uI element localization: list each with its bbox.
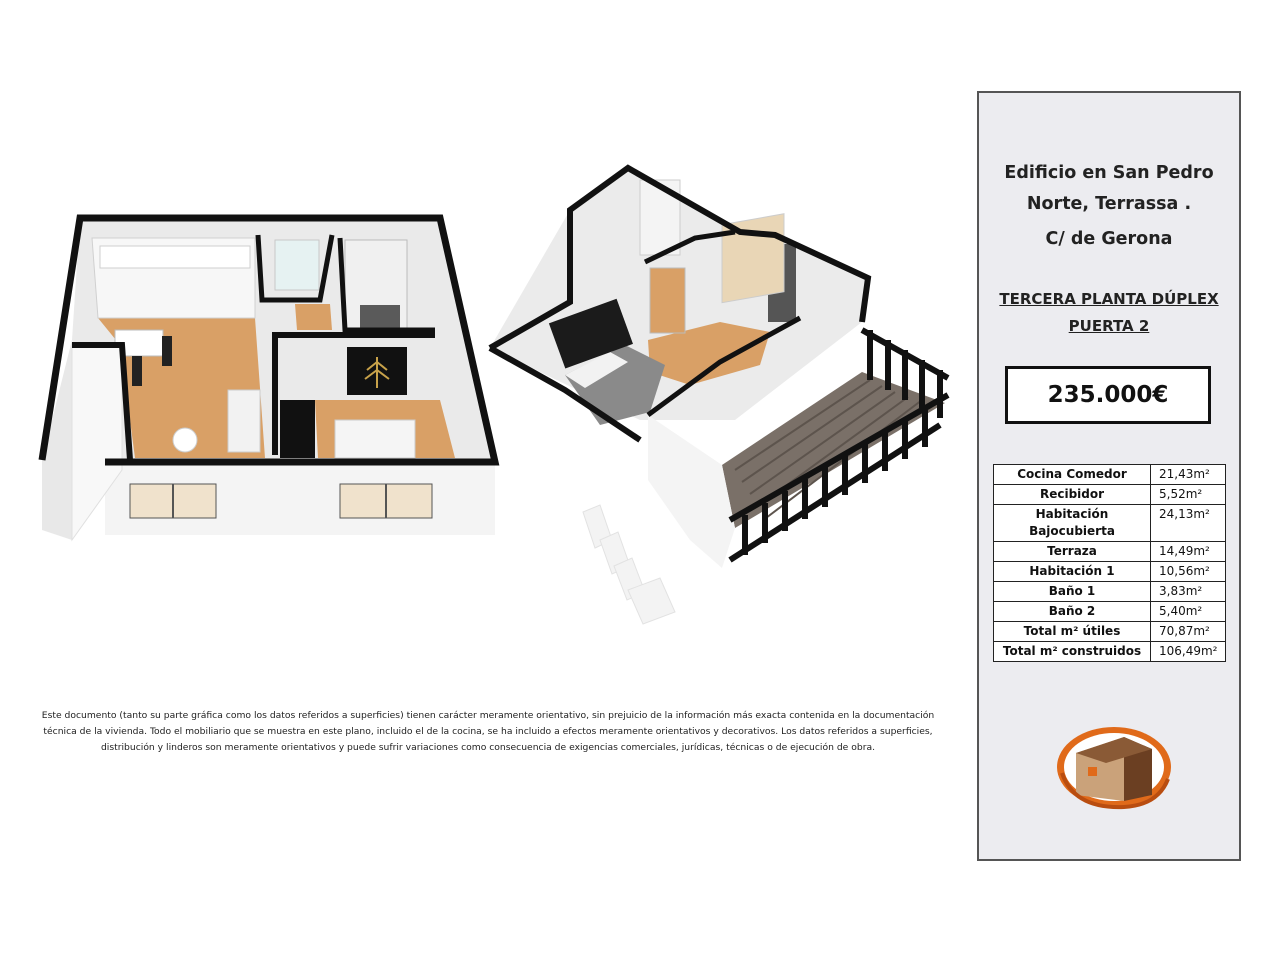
areas-table [993, 464, 1226, 662]
area-value: 106,49m² [1151, 642, 1226, 662]
area-value: 21,43m² [1151, 465, 1226, 485]
area-value: 70,87m² [1151, 622, 1226, 642]
terrace-front-wall [648, 415, 735, 568]
table-row [994, 582, 1226, 602]
area-label: Baño 1 [994, 582, 1151, 602]
window-top [275, 240, 319, 290]
stairs-upper [583, 505, 675, 624]
house-logo-icon [1054, 723, 1174, 811]
table-row [994, 622, 1226, 642]
area-label: Total m² construidos [994, 642, 1151, 662]
area-value: 14,49m² [1151, 542, 1226, 562]
lower-floor-plan [42, 218, 495, 540]
door-subtitle: PUERTA 2 [1068, 317, 1150, 335]
area-label: Cocina Comedor [994, 465, 1151, 485]
area-value: 5,52m² [1151, 485, 1226, 505]
coffee-table [173, 428, 197, 452]
price-box [1005, 366, 1211, 424]
area-label: Baño 2 [994, 602, 1151, 622]
area-value: 5,40m² [1151, 602, 1226, 622]
hall-floor [295, 304, 332, 330]
area-label: Habitación 1 [994, 562, 1151, 582]
area-value: 24,13m² [1151, 505, 1226, 542]
wall-black-segment [280, 400, 315, 458]
area-label: Total m² útiles [994, 622, 1151, 642]
area-label: Terraza [994, 542, 1151, 562]
property-info-panel [977, 91, 1241, 861]
floor-subtitle: TERCERA PLANTA DÚPLEX [999, 290, 1219, 308]
upper-floor-plan [490, 168, 948, 624]
shower-tray [360, 305, 400, 329]
area-label: Habitación Bajocubierta [994, 505, 1151, 542]
table-row [994, 542, 1226, 562]
table-row [994, 602, 1226, 622]
sofa [228, 390, 260, 452]
table-row [994, 465, 1226, 485]
area-value: 10,56m² [1151, 562, 1226, 582]
table-row [994, 485, 1226, 505]
area-value: 3,83m² [1151, 582, 1226, 602]
area-label: Recibidor [994, 485, 1151, 505]
kitchen-cabinets [100, 246, 250, 268]
table-row [994, 505, 1226, 542]
building-title-line-1: Edificio en San Pedro [1004, 163, 1214, 183]
bed-lower [335, 420, 415, 458]
price: 235.000€ [1047, 382, 1169, 408]
dining-chair [132, 356, 142, 386]
dining-chair [162, 336, 172, 366]
table-row [994, 562, 1226, 582]
upper-door [650, 268, 685, 333]
building-title-line-2: Norte, Terrassa . [1026, 194, 1192, 214]
building-street: C/ de Gerona [1045, 229, 1173, 249]
legal-disclaimer: Este documento (tanto su parte gráfica como los datos referidos a superficies) tienen carácter meramente orientativo, sin prejuicio de la información más exacta contenida en la documentación técnica de la vivienda. Todo el mobiliario que se muestra en este plano, incluido el de la cocina, se ha incluido a efectos meramente orientativos y decorativos. Los datos referidos a superficies, distribución y linderos son meramente orientativos y puede sufrir variaciones como consecuencia de exigencias comerciales, jurídicas, técnicas o de ejecución de obra. [41, 710, 935, 753]
table-row [994, 642, 1226, 662]
